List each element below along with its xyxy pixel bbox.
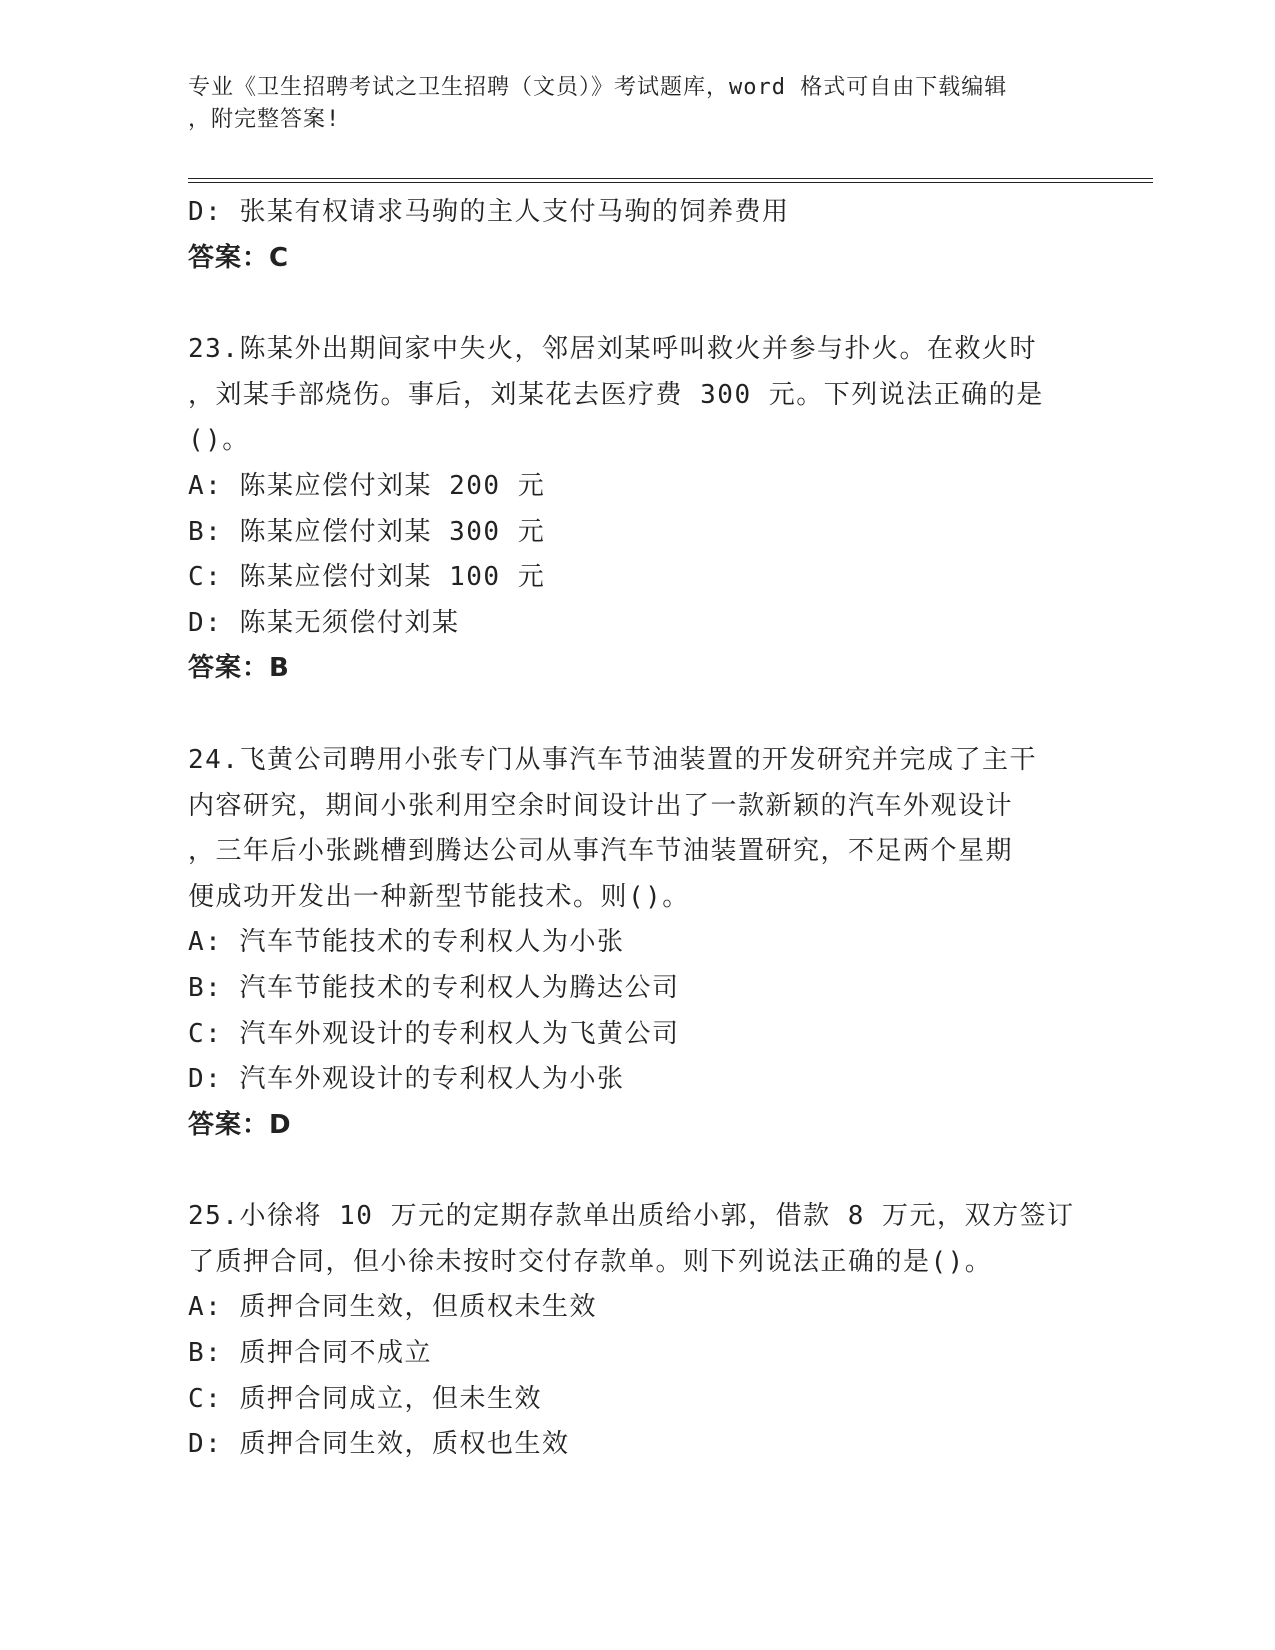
option-b: B: 质押合同不成立	[188, 1338, 432, 1369]
question-23	[188, 327, 1068, 692]
document-header	[188, 72, 1088, 136]
option-c: C: 陈某应偿付刘某 100 元	[188, 562, 546, 593]
option-c: C: 质押合同成立，但未生效	[188, 1383, 542, 1414]
option-a: A: 陈某应偿付刘某 200 元	[188, 470, 546, 501]
question-stem-line: ()。	[188, 425, 250, 456]
option-c: C: 汽车外观设计的专利权人为飞黄公司	[188, 1018, 680, 1049]
spacer	[188, 692, 1068, 738]
answer-label: 答案：D	[188, 1109, 292, 1140]
question-24	[188, 738, 1068, 1148]
spacer	[188, 1148, 1068, 1194]
answer-label: 答案：C	[188, 242, 290, 273]
question-stem-line: 便成功开发出一种新型节能技术。则()。	[188, 881, 690, 912]
option-d: D: 汽车外观设计的专利权人为小张	[188, 1064, 625, 1095]
header-line-1: 专业《卫生招聘考试之卫生招聘（文员）》考试题库，word 格式可自由下载编辑	[188, 75, 1008, 100]
header-divider-top	[188, 178, 1153, 179]
option-d: D: 质押合同生效，质权也生效	[188, 1429, 570, 1460]
option-d: D: 张某有权请求马驹的主人支付马驹的饲养费用	[188, 197, 790, 227]
answer-label: 答案：B	[188, 653, 290, 684]
option-a: A: 汽车节能技术的专利权人为小张	[188, 927, 625, 958]
header-line-2: ，附完整答案!	[188, 107, 341, 132]
header-divider-bottom	[188, 182, 1153, 183]
question-stem-line: 25.小徐将 10 万元的定期存款单出质给小郭，借款 8 万元，双方签订	[188, 1201, 1075, 1232]
question-22-tail	[188, 190, 1068, 281]
option-d: D: 陈某无须偿付刘某	[188, 607, 460, 638]
option-a: A: 质押合同生效，但质权未生效	[188, 1292, 597, 1323]
question-stem-line: ，三年后小张跳槽到腾达公司从事汽车节油装置研究，不足两个星期	[188, 836, 1014, 867]
question-stem-line: 内容研究，期间小张利用空余时间设计出了一款新颖的汽车外观设计	[188, 790, 1014, 821]
option-b: B: 陈某应偿付刘某 300 元	[188, 516, 546, 547]
question-stem-line: 23.陈某外出期间家中失火，邻居刘某呼叫救火并参与扑火。在救火时	[188, 334, 1037, 365]
document-body	[188, 190, 1075, 1468]
question-stem-line: 了质押合同，但小徐未按时交付存款单。则下列说法正确的是()。	[188, 1246, 993, 1277]
question-stem-line: ，刘某手部烧伤。事后，刘某花去医疗费 300 元。下列说法正确的是	[188, 379, 1044, 410]
question-25	[188, 1194, 1075, 1468]
question-stem-line: 24.飞黄公司聘用小张专门从事汽车节油装置的开发研究并完成了主干	[188, 744, 1037, 775]
option-b: B: 汽车节能技术的专利权人为腾达公司	[188, 972, 680, 1003]
spacer	[188, 281, 1068, 327]
